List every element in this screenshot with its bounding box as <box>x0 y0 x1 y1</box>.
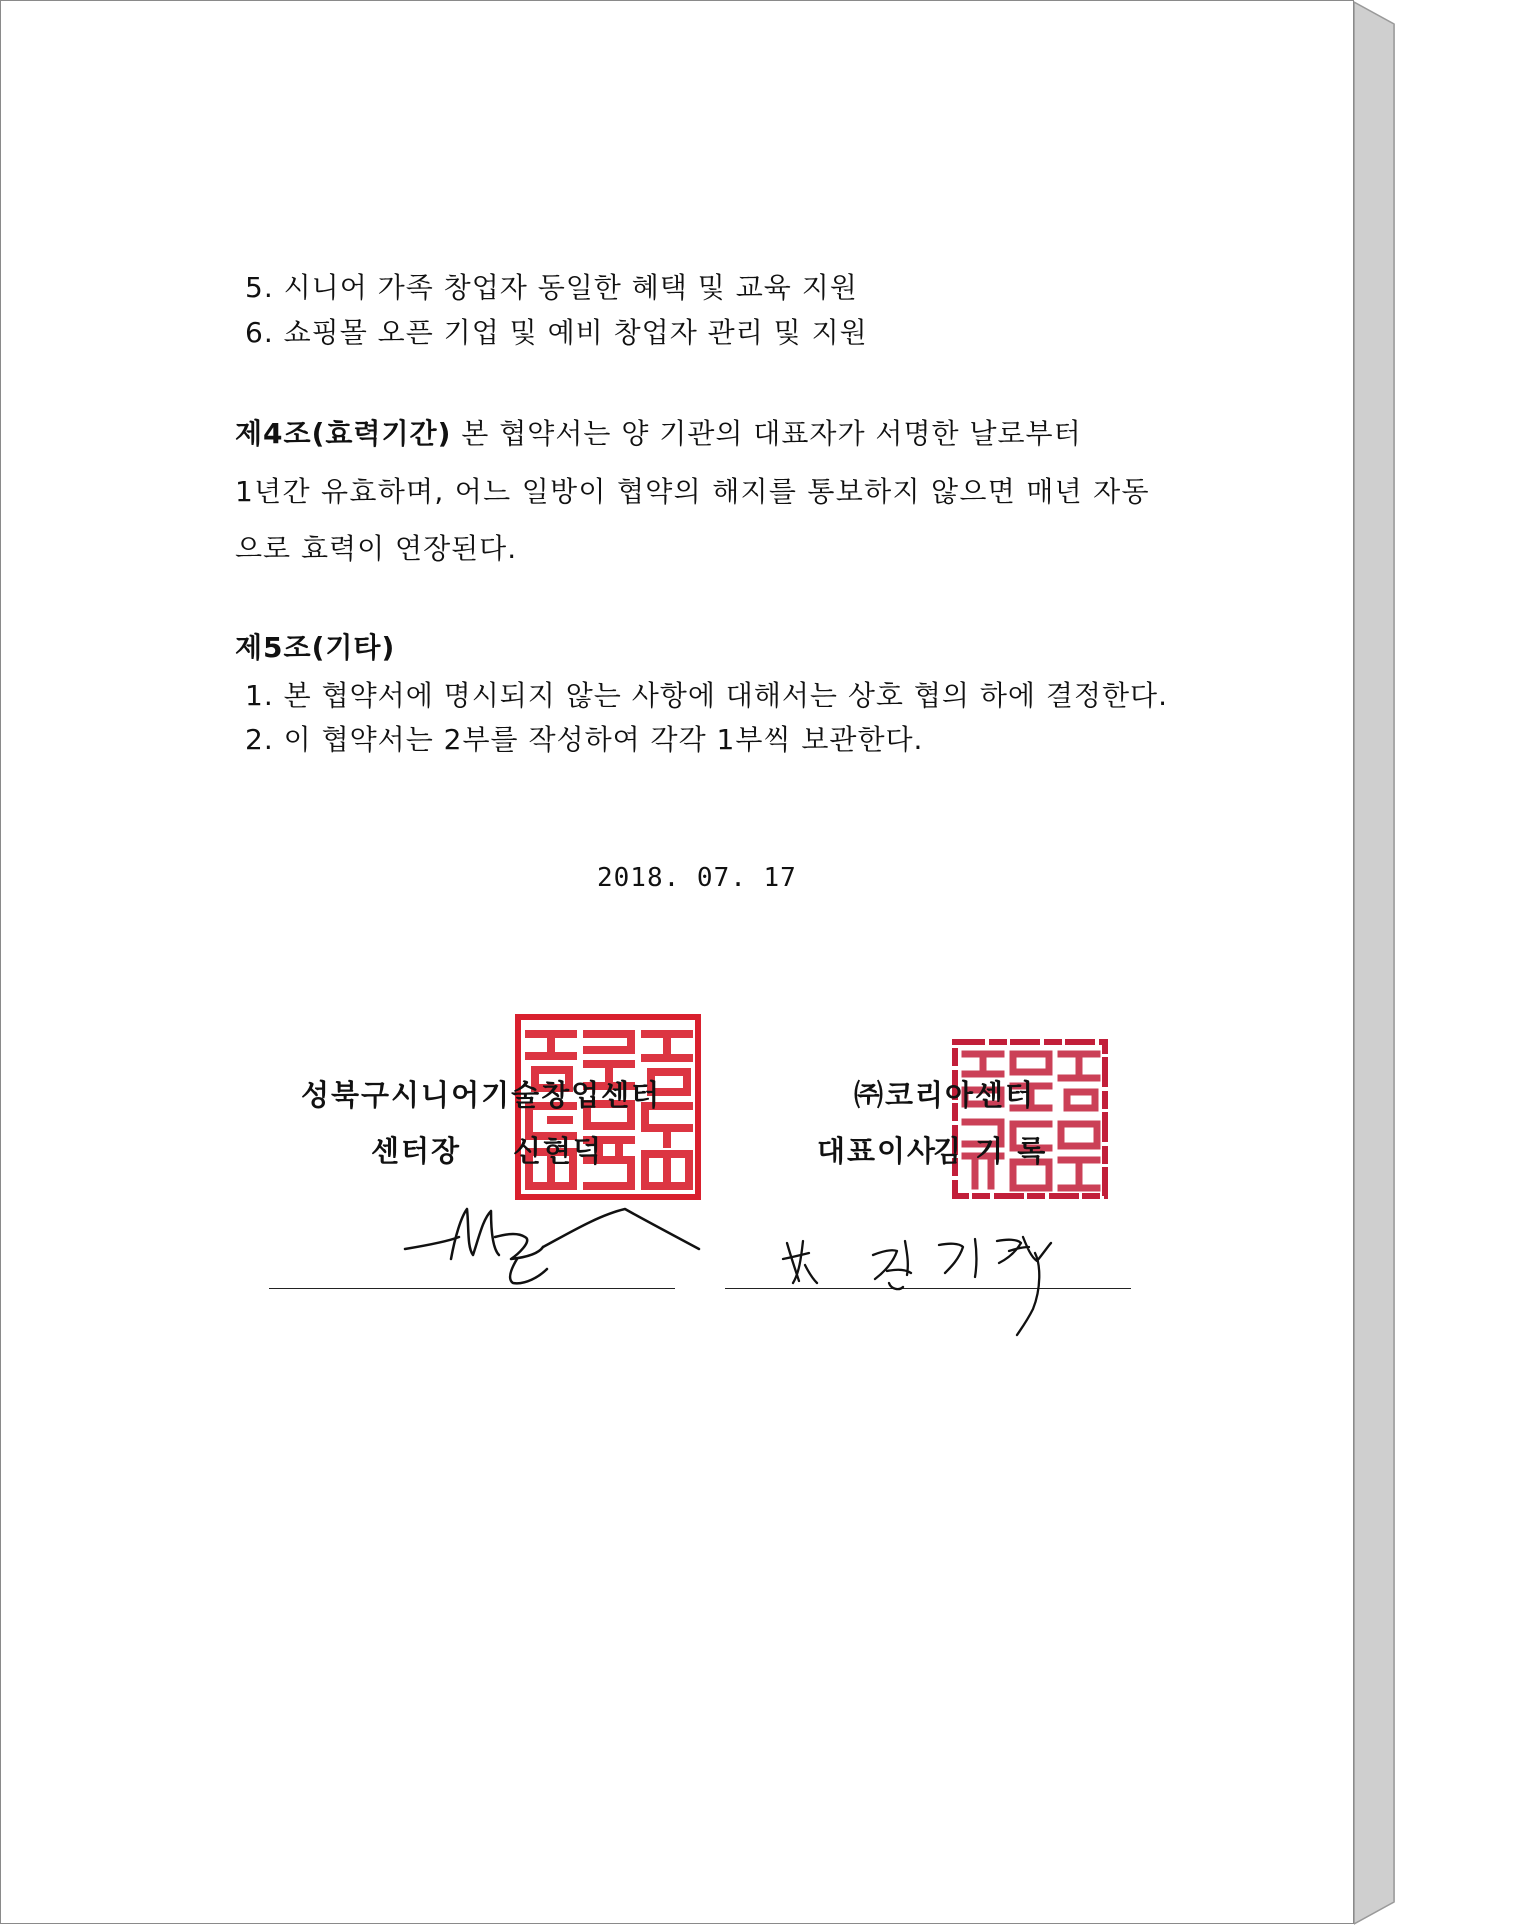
list-item: 2. 이 협약서는 2부를 작성하여 각각 1부씩 보관한다. <box>245 723 924 756</box>
article4-line1 <box>235 417 1082 451</box>
page-stack-edge <box>1354 0 1404 1926</box>
list-item: 1. 본 협약서에 명시되지 않는 사항에 대해서는 상호 협의 하에 결정한다. <box>245 679 1168 712</box>
document-date: 2018. 07. 17 <box>597 863 797 893</box>
left-party-title: 센터장 <box>371 1134 462 1168</box>
list-item: 6. 쇼핑몰 오픈 기업 및 예비 창업자 관리 및 지원 <box>245 316 868 349</box>
left-party-org: 성북구시니어기술창업센터 <box>301 1078 662 1112</box>
right-party-title: 대표이사 <box>817 1134 938 1168</box>
article4-line2: 1년간 유효하며, 어느 일방이 협약의 해지를 통보하지 않으면 매년 자동 <box>235 475 1150 508</box>
article4-line1-text: 본 협약서는 양 기관의 대표자가 서명한 날로부터 <box>451 417 1082 450</box>
left-party-name: 신현덕 <box>513 1134 604 1168</box>
right-party-org: ㈜코리아센터 <box>854 1078 1036 1112</box>
right-handwritten-signature <box>779 1229 1059 1341</box>
list-item: 5. 시니어 가족 창업자 동일한 혜택 및 교육 지원 <box>245 271 858 304</box>
left-handwritten-signature <box>399 1197 709 1307</box>
article4-heading: 제4조(효력기간) <box>235 417 452 450</box>
right-seal-stamp <box>951 1038 1109 1200</box>
article5-heading: 제5조(기타) <box>235 631 396 664</box>
right-party-name: 김 기 록 <box>933 1134 1048 1168</box>
article4-line3: 으로 효력이 연장된다. <box>235 532 518 565</box>
